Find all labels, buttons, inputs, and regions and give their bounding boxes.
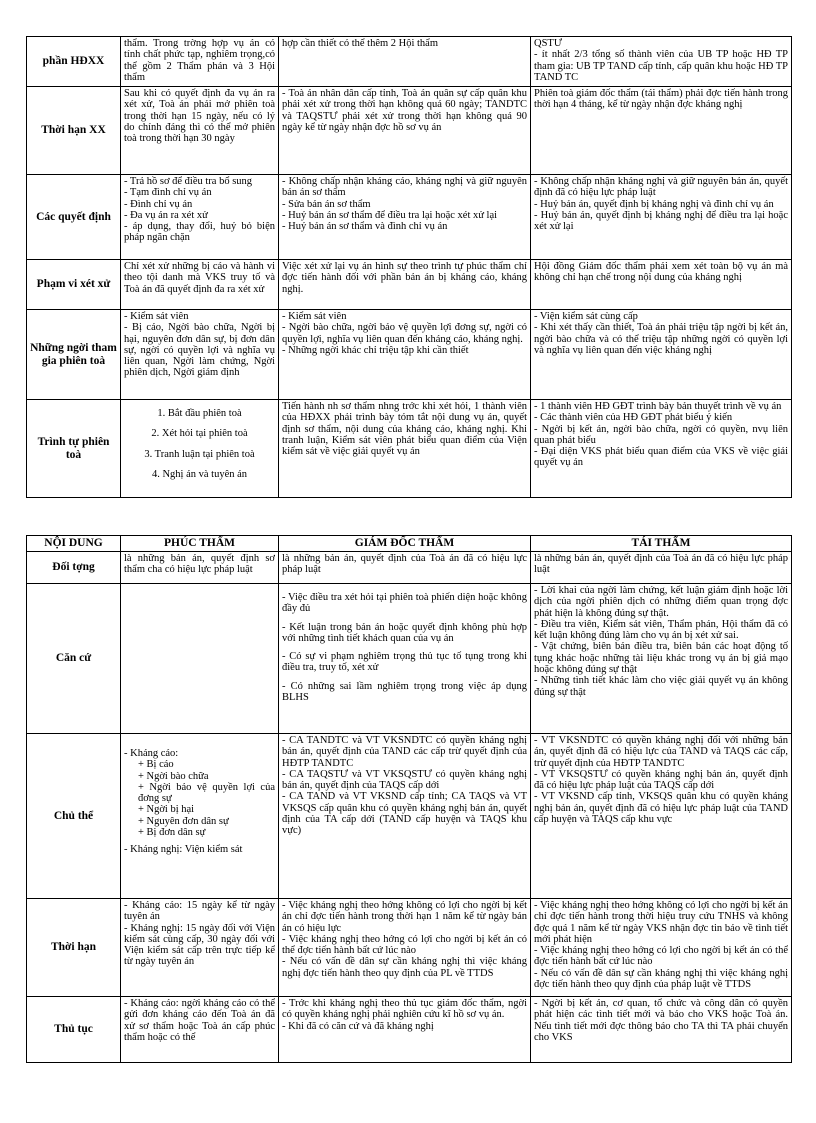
table-row xyxy=(27,87,792,175)
cell-line: - Có những sai lầm nghiêm trọng trong việc áp dụng BLHS xyxy=(282,680,527,704)
cell-line: - Kháng cáo: xyxy=(124,748,179,759)
cell-line: Tiến hành nh sơ thẩm nhng trớc khi xét hỏi, 1 thành viên của HĐXX phải trình bày tóm tắt nội dung vụ án, quyết định sơ thẩm, nội dung của kháng cáo, kháng nghị. Khi tranh luận, Kiểm sát viên phát biểu quan điểm của Viện kiểm sát về việc giải quyết vụ án xyxy=(282,401,527,458)
cell-line: - Lời khai của ngời làm chứng, kết luận giám định hoặc lời dịch của ngời phiên dịch có những điểm quan trọng đợc phát hiện là không đúng sự thật. xyxy=(534,585,788,619)
table-row xyxy=(27,175,792,260)
cell-line: Chỉ xét xử những bị cáo và hành vi theo tội danh mà VKS truy tố và Toà án đã quyết định đa ra xét xử xyxy=(124,261,275,295)
table-cell-c1 xyxy=(121,175,279,260)
cell-line: 2. Xét hỏi tại phiên toà xyxy=(151,428,248,440)
cell-line: + Ngời bị hại xyxy=(138,804,195,816)
comparison-table-top xyxy=(26,36,792,498)
cell-line: - Kháng cáo: 15 ngày kể từ ngày tuyên án xyxy=(124,900,275,923)
cell-line: - Sửa bản án sơ thẩm xyxy=(282,198,371,210)
cell-line: - CA TAQSTƯ và VT VKSQSTƯ có quyền kháng nghị bản án, quyết định của TAQS cấp dới xyxy=(282,768,527,792)
cell-line: - Khi xét thấy cần thiết, Toà án phải triệu tập ngời bị kết án, ngời bào chữa và có thể triệu tập những ngời có quyền lợi và nghĩa vụ liên quan đến việc kháng nghị xyxy=(534,322,788,356)
cell-line: + Bị cáo xyxy=(138,759,174,771)
table-cell-c2 xyxy=(279,37,531,87)
cell-line: - Việc kháng nghị theo hớng có lợi cho ngời bị kết án có thể đợc tiến hành bất cứ lúc nào xyxy=(534,945,788,968)
table-row xyxy=(27,899,792,997)
table-cell-c1 xyxy=(121,400,279,498)
row-header: Chủ thể xyxy=(27,734,121,899)
table-cell-c2 xyxy=(279,175,531,260)
table-row xyxy=(27,997,792,1063)
table-cell-c3 xyxy=(531,260,792,310)
cell-line: - Việc điều tra xét hỏi tại phiên toà phiến diện hoặc không đầy đủ xyxy=(282,592,527,615)
cell-line: - Không chấp nhận kháng nghị và giữ nguyên bản án, quyết định đã có hiệu lực pháp luật xyxy=(534,176,788,199)
cell-line: - Ngời bào chữa, ngời bảo vệ quyền lợi đơng sự, ngời có quyền lợi, nghĩa vụ liên quan đến kháng cáo, kháng nghị. xyxy=(282,322,527,345)
table-cell-c3 xyxy=(531,584,792,734)
table-cell-c1 xyxy=(121,37,279,87)
cell-line: - VT VKSNDTC có quyền kháng nghị đối với những bản án, quyết định đã có hiệu lực của TAND và TAQS các cấp, trừ quyết định của HĐTP TANDTC xyxy=(534,735,788,769)
cell-line: Sau khi có quyết định đa vụ án ra xét xử, Toà án phải mở phiên toà trong thời hạn 15 ngày, nếu có lý do chính đáng thì có thể mở phiên toà trong thời hạn 30 ngày xyxy=(124,88,275,145)
cell-line: - Kháng nghị: 15 ngày đối với Viện kiểm sát cùng cấp, 30 ngày đối với Viện kiểm sát cấp trên trực tiếp kể từ ngày tuyên án xyxy=(124,922,275,968)
cell-line: - Nếu có vấn đề dân sự cần kháng nghị thì việc kháng nghị đợc tiến hành theo quy định của pháp luật về TTDS xyxy=(534,967,788,991)
table-row xyxy=(27,734,792,899)
table-row xyxy=(27,552,792,584)
table-cell-c3 xyxy=(531,400,792,498)
cell-line: - 1 thành viên HĐ GĐT trình bày bản thuyết trình về vụ án xyxy=(534,401,782,412)
cell-line: - Ngời bị kết án, cơ quan, tổ chức và công dân có quyền phát hiện các tình tiết mới và báo cho VKS hoặc Toà án. Nếu tình tiết mới đợc thông báo cho TA thì TA phải chuyển cho VKS xyxy=(534,998,788,1043)
col-header-phuc-tham: PHÚC THẨM xyxy=(121,536,279,552)
cell-line: hợp cần thiết có thể thêm 2 Hội thẩm xyxy=(282,38,439,49)
cell-line: Hội đồng Giám đốc thẩm phải xem xét toàn bộ vụ án mà không chỉ hạn chế trong nội dung của kháng nghị xyxy=(534,261,788,284)
cell-line: - Khi đã có căn cứ và đã kháng nghị xyxy=(282,1020,434,1032)
comparison-table-bottom xyxy=(26,535,792,1063)
cell-line: thẩm. Trong trờng hợp vụ án có tính chất phức tạp, nghiêm trọng,có thể gồm 2 Thẩm phán và 3 Hội thẩm xyxy=(124,38,275,83)
cell-line: - Điều tra viên, Kiểm sát viên, Thẩm phán, Hội thẩm đã có kết luận không đúng làm cho vụ án bị xét xử sai. xyxy=(534,618,788,642)
col-header-tai-tham: TÁI THẨM xyxy=(531,536,792,552)
row-header: Trình tự phiên toà xyxy=(27,400,121,498)
cell-line: - Có sự vi phạm nghiêm trọng thủ tục tố tụng trong khi điều tra, truy tố, xét xử xyxy=(282,651,527,674)
cell-line: + Bị đơn dân sự xyxy=(138,827,206,839)
cell-line: - ít nhất 2/3 tổng số thành viên của UB TP hoặc HĐ TP tham gia: UB TP TAND cấp tỉnh, cấp quân khu hoặc HĐ TP TAND TC xyxy=(534,49,788,83)
table-cell-c1 xyxy=(121,552,279,584)
table-row xyxy=(27,584,792,734)
table-cell-c3 xyxy=(531,37,792,87)
cell-line: - áp dụng, thay đổi, huỷ bỏ biện pháp ngăn chặn xyxy=(124,221,275,244)
table-cell-c1 xyxy=(121,260,279,310)
cell-line: Việc xét xử lại vụ án hình sự theo trình tự phúc thẩm chỉ đợc tiến hành đối với phần bản án bị kháng cáo, kháng nghị. xyxy=(282,261,527,295)
table-cell-c2 xyxy=(279,400,531,498)
cell-line: - CA TANDTC và VT VKSNDTC có quyền kháng nghị bản án, quyết định của TAND các cấp trừ quyết định của HĐTP TANDTC xyxy=(282,735,527,769)
cell-line: - Trớc khi kháng nghị theo thủ tục giám đốc thẩm, ngời có quyền kháng nghị phải nghiên cứu kĩ hồ sơ vụ án. xyxy=(282,998,527,1021)
cell-line: - Kiểm sát viên xyxy=(124,311,189,322)
table-cell-c1 xyxy=(121,87,279,175)
cell-line: QSTƯ xyxy=(534,38,562,49)
table-cell-c2 xyxy=(279,899,531,997)
table-row xyxy=(27,400,792,498)
table-cell-c3 xyxy=(531,310,792,400)
cell-line: - Đình chỉ vụ án xyxy=(124,198,193,210)
cell-line: - Ngời bị kết án, ngời bào chữa, ngời có quyền, nvụ liên quan phát biểu xyxy=(534,423,788,446)
cell-line: - Đại diện VKS phát biểu quan điểm của VKS về việc giải quyết vụ án xyxy=(534,446,788,469)
cell-line: 3. Tranh luận tại phiên toà xyxy=(144,448,255,460)
cell-line: 1. Bắt đầu phiên toà xyxy=(157,408,242,419)
cell-line: - Việc kháng nghị theo hớng có lợi cho ngời bị kết án có thể đợc tiến hành bất cứ lúc nào xyxy=(282,933,527,957)
cell-line: - Toà án nhân dân cấp tỉnh, Toà án quân sự cấp quân khu phải xét xử trong thời hạn không quá 60 ngày; TANDTC và TAQSTƯ phải xét xử trong thời hạn không quá 90 ngày kể từ ngày nhận đợc hồ sơ vụ án xyxy=(282,88,527,133)
cell-line: - Huỷ bản án sơ thẩm và đình chỉ vụ án xyxy=(282,221,448,233)
row-header: Những ngời tham gia phiên toà xyxy=(27,310,121,400)
table-cell-c3 xyxy=(531,997,792,1063)
cell-line: - Những ngời khác chỉ triệu tập khi cần thiết xyxy=(282,344,469,356)
row-header: Các quyết định xyxy=(27,175,121,260)
table-cell-c1 xyxy=(121,584,279,734)
cell-line: + Nguyên đơn dân sự xyxy=(138,815,229,827)
col-header-noi-dung: NỘI DUNG xyxy=(27,536,121,552)
table-cell-c2 xyxy=(279,997,531,1063)
row-header: phần HĐXX xyxy=(27,37,121,87)
cell-line: - VT VKSND cấp tỉnh, VKSQS quân khu có quyền kháng nghị bản án, quyết định đã có hiệu lực pháp luật của TAND cấp huyện và TAQS cấp khu vực xyxy=(534,791,788,826)
table-cell-c3 xyxy=(531,87,792,175)
table-cell-c2 xyxy=(279,584,531,734)
cell-line: - Kháng nghị: Viện kiểm sát xyxy=(124,844,243,856)
cell-line: - Kiểm sát viên xyxy=(282,311,347,322)
row-header: Thời hạn xyxy=(27,899,121,997)
table-header-row xyxy=(27,536,792,552)
cell-line: - Huỷ bản án sơ thẩm để điều tra lại hoặc xét xử lại xyxy=(282,209,498,221)
row-header: Căn cứ xyxy=(27,584,121,734)
cell-line: - Huỷ bản án, quyết định bị kháng nghị và đình chỉ vụ án xyxy=(534,198,774,210)
table-cell-c2 xyxy=(279,310,531,400)
cell-line: - Tạm đình chỉ vụ án xyxy=(124,187,212,199)
cell-line: - Việc kháng nghị theo hớng không có lợi cho ngời bị kết án chỉ đợc tiến hành trong thời hạn 1 năm kể từ ngày bản án có hiệu lực xyxy=(282,900,527,934)
table-cell-c1 xyxy=(121,310,279,400)
cell-line: - Kết luận trong bản án hoặc quyết định không phù hợp với những tình tiết khách quan của vụ án xyxy=(282,621,527,644)
cell-line: là những bản án, quyết định của Toà án đã có hiệu lực pháp luật xyxy=(534,553,788,576)
cell-line: là những bản án, quyết định của Toà án đã có hiệu lực pháp luật xyxy=(282,553,527,576)
table-cell-c1 xyxy=(121,997,279,1063)
cell-line: - Các thành viên của HĐ GĐT phát biểu ý kiến xyxy=(534,412,733,424)
cell-line: - Vật chứng, biên bản điều tra, biên bản các hoạt động tố tụng khác hoặc những tài liệu khác trong vụ án bị giả mạo hoặc không đúng sự thật xyxy=(534,641,788,676)
table-cell-c3 xyxy=(531,734,792,899)
cell-line: Phiên toà giám đốc thẩm (tái thẩm) phải đợc tiến hành trong thời hạn 4 tháng, kể từ ngày nhận đợc kháng nghị xyxy=(534,88,788,111)
cell-line: - Những tình tiết khác làm cho việc giải quyết vụ án không đúng sự thật xyxy=(534,675,788,698)
table-cell-c1 xyxy=(121,899,279,997)
cell-line: - Trả hồ sơ để điều tra bổ sung xyxy=(124,176,253,187)
cell-line: - Nếu có vấn đề dân sự cần kháng nghị thì việc kháng nghị đợc tiến hành theo quy định của PL về TTDS xyxy=(282,956,527,979)
table-cell-c2 xyxy=(279,734,531,899)
cell-line: - Huỷ bản án, quyết định bị kháng nghị để điều tra lại hoặc xét xử lại xyxy=(534,209,788,233)
cell-line: - VT VKSQSTƯ có quyền kháng nghị bản án, quyết định đã có hiệu lực pháp luật của TAQS cấp dới xyxy=(534,768,788,792)
table-cell-c3 xyxy=(531,899,792,997)
row-header: Phạm vi xét xử xyxy=(27,260,121,310)
cell-line: - Việc kháng nghị theo hớng không có lợi cho ngời bị kết án chỉ đợc tiến hành trong thời hiệu truy cứu TNHS và không đợc quá 1 năm kể từ ngày VKS nhận đợc tin báo về tình tiết mới phát hiện xyxy=(534,900,788,945)
table-row xyxy=(27,260,792,310)
table-cell-c2 xyxy=(279,552,531,584)
cell-line: - Kháng cáo: ngời kháng cáo có thể gửi đơn kháng cáo đến Toà án đã xử sơ thẩm hoặc Toà án cấp phúc thẩm hoặc có thể xyxy=(124,998,275,1043)
cell-line: - CA TAND và VT VKSND cấp tỉnh; CA TAQS và VT VKSQS cấp quân khu có quyền kháng nghị bản án, quyết định của TA cấp dới (TAND cấp huyện và TAQS khu vực) xyxy=(282,791,527,837)
cell-line: - Bị cáo, Ngời bào chữa, Ngời bị hại, nguyên đơn dân sự, bị đơn dân sự, ngời có quyền lợi và nghĩa vụ liên quan, Ngời làm chứng, Ngời phiên dịch, Ngời giám định xyxy=(124,322,275,379)
row-header: Đối tợng xyxy=(27,552,121,584)
cell-line: - Đa vụ án ra xét xử xyxy=(124,209,208,221)
table-cell-c2 xyxy=(279,260,531,310)
col-header-giam-doc-tham: GIÁM ĐỐC THẨM xyxy=(279,536,531,552)
table-row xyxy=(27,37,792,87)
table-cell-c3 xyxy=(531,175,792,260)
table-row xyxy=(27,310,792,400)
row-header: Thủ tục xyxy=(27,997,121,1063)
cell-line: 4. Nghị án và tuyên án xyxy=(151,468,248,480)
cell-line: + Ngời bào chữa xyxy=(138,770,209,782)
cell-line: là những bản án, quyết định sơ thẩm cha có hiệu lực pháp luật xyxy=(124,553,275,576)
table-cell-c1 xyxy=(121,734,279,899)
table-cell-c2 xyxy=(279,87,531,175)
cell-line: - Viện kiểm sát cùng cấp xyxy=(534,311,638,322)
table-cell-c3 xyxy=(531,552,792,584)
cell-line: + Ngời bảo vệ quyền lợi của đơng sự xyxy=(138,781,275,805)
cell-line: - Không chấp nhận kháng cáo, kháng nghị và giữ nguyên bản án sơ thẩm xyxy=(282,176,527,199)
row-header: Thời hạn XX xyxy=(27,87,121,175)
